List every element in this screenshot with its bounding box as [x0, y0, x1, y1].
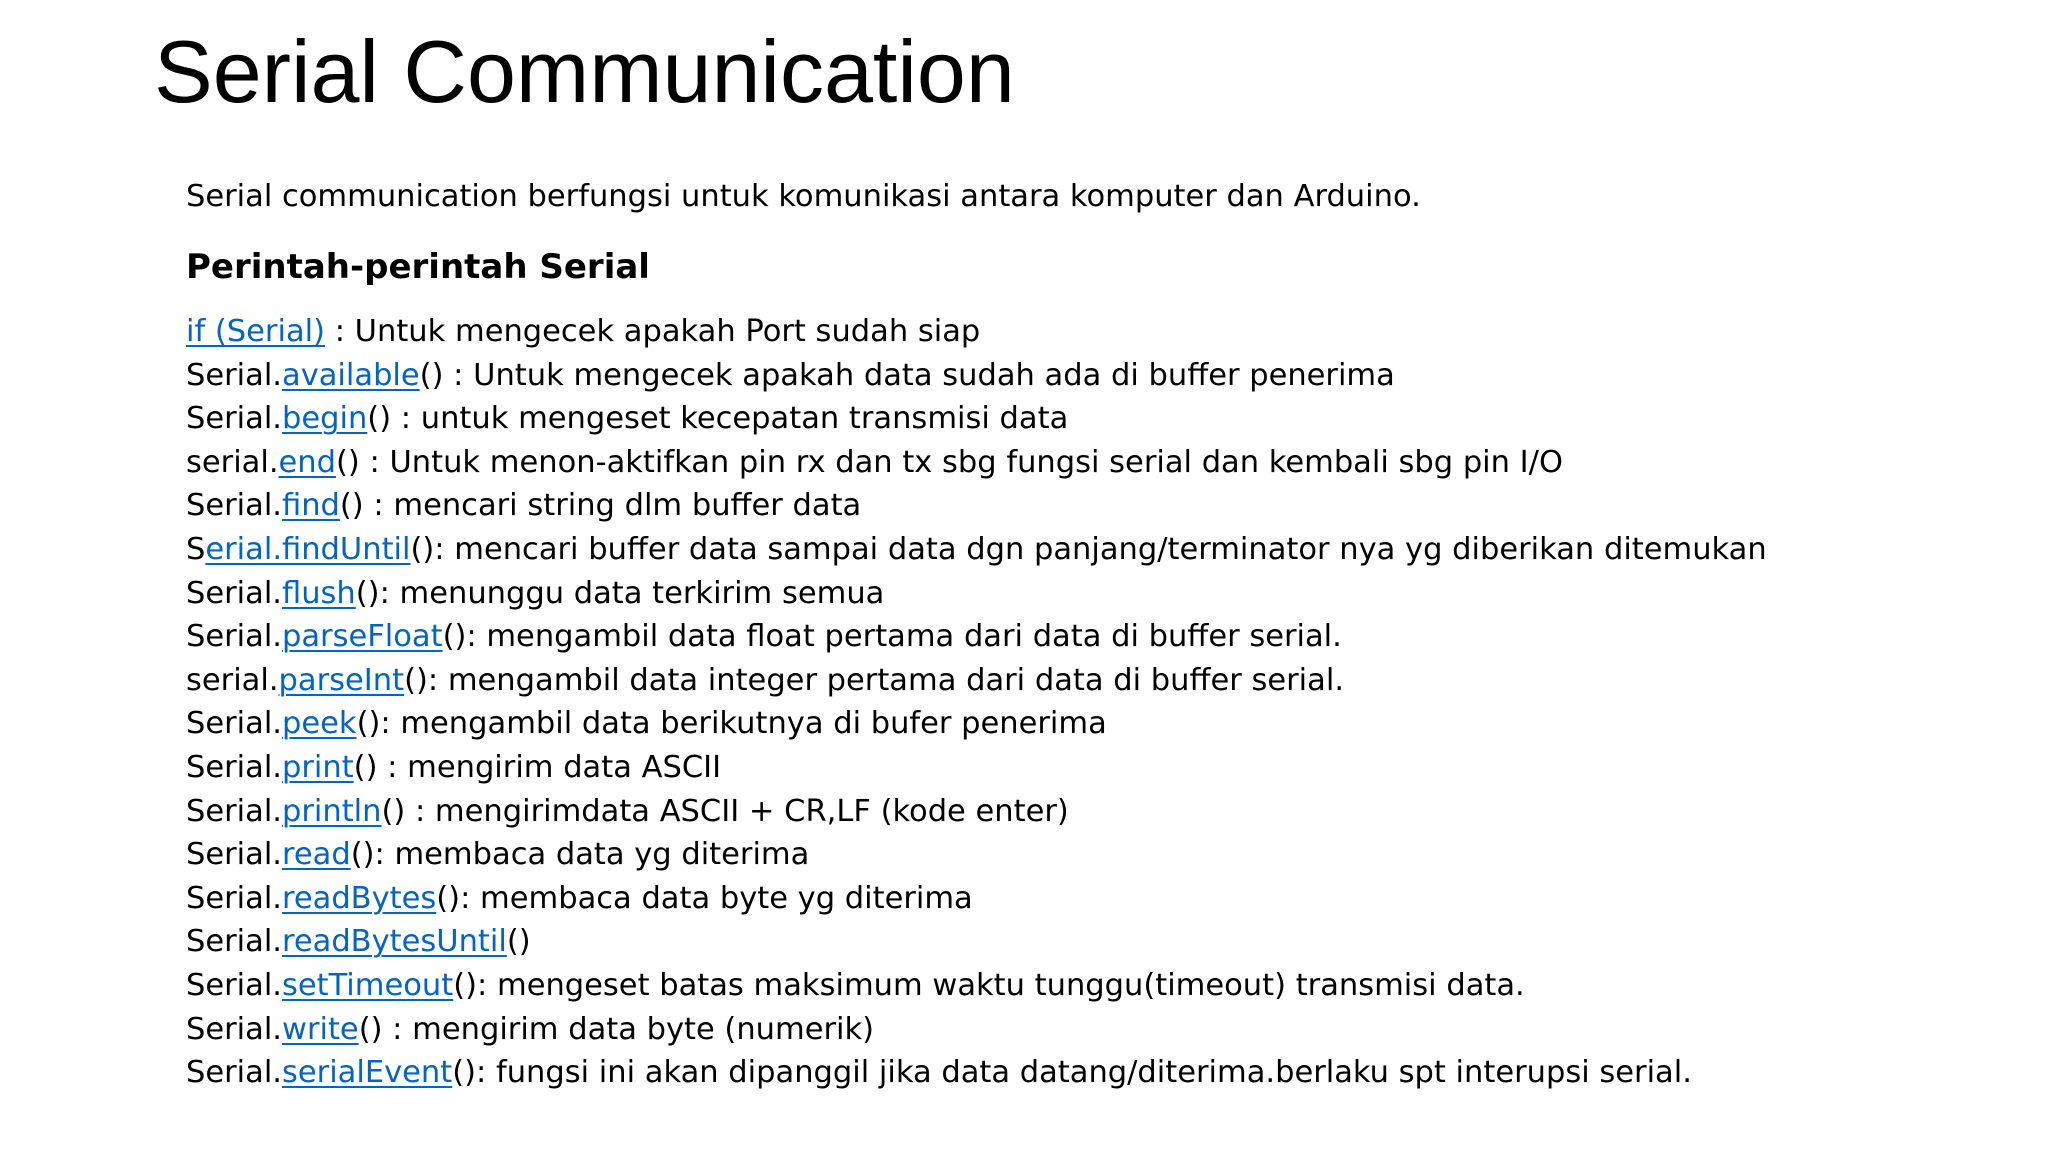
- command-item: [186, 572, 1986, 616]
- command-description: () : Untuk mengecek apakah data sudah ada di buffer penerima: [419, 357, 1395, 393]
- command-link[interactable]: parseFloat: [282, 619, 443, 655]
- command-prefix: serial.: [186, 444, 279, 480]
- command-prefix: Serial.: [186, 1055, 282, 1091]
- command-prefix: Serial.: [186, 619, 282, 655]
- command-link[interactable]: serialEvent: [282, 1055, 453, 1091]
- command-prefix: Serial.: [186, 880, 282, 916]
- command-description: (): mengambil data float pertama dari data di buffer serial.: [442, 619, 1342, 655]
- command-description: (): mengambil data berikutnya di bufer penerima: [356, 706, 1107, 742]
- command-item: [186, 397, 1986, 441]
- command-description: () : untuk mengeset kecepatan transmisi data: [367, 401, 1069, 437]
- command-item: [186, 964, 1986, 1008]
- command-description: (): membaca data byte yg diterima: [436, 880, 973, 916]
- command-item: [186, 920, 1986, 964]
- command-prefix: Serial.: [186, 924, 282, 960]
- command-prefix: Serial.: [186, 706, 282, 742]
- command-item: [186, 659, 1986, 703]
- command-item: [186, 1008, 1986, 1052]
- command-link[interactable]: read: [282, 837, 351, 873]
- command-prefix: Serial.: [186, 1011, 282, 1047]
- command-description: (): mengambil data integer pertama dari data di buffer serial.: [404, 662, 1345, 698]
- command-item: [186, 528, 1986, 572]
- command-link[interactable]: flush: [282, 575, 356, 611]
- command-item: [186, 441, 1986, 485]
- command-link[interactable]: erial.findUntil: [205, 531, 411, 567]
- command-link[interactable]: readBytesUntil: [282, 924, 507, 960]
- command-item: [186, 790, 1986, 834]
- command-description: () : mengirimdata ASCII + CR,LF (kode enter): [381, 793, 1069, 829]
- command-prefix: Serial.: [186, 357, 282, 393]
- command-item: [186, 310, 1986, 354]
- command-description: (): menunggu data terkirim semua: [355, 575, 885, 611]
- command-prefix: Serial.: [186, 837, 282, 873]
- command-prefix: Serial.: [186, 793, 282, 829]
- command-description: : Untuk mengecek apakah Port sudah siap: [325, 314, 981, 349]
- command-description: (): [506, 924, 531, 960]
- command-item: [186, 877, 1986, 921]
- slide-title: Serial Communication: [154, 22, 1015, 121]
- command-link[interactable]: readBytes: [282, 880, 437, 916]
- slide-content: [186, 170, 1986, 1095]
- command-link[interactable]: parseInt: [278, 662, 405, 698]
- command-description: (): membaca data yg diterima: [350, 837, 810, 873]
- command-item: [186, 746, 1986, 790]
- command-link[interactable]: end: [278, 444, 336, 480]
- command-link[interactable]: println: [282, 793, 382, 829]
- command-description: () : mencari string dlm buffer data: [339, 488, 862, 524]
- command-prefix: Serial.: [186, 575, 282, 611]
- command-description: () : Untuk menon-aktifkan pin rx dan tx sbg fungsi serial dan kembali sbg pin I/O: [336, 444, 1563, 480]
- command-link[interactable]: available: [282, 357, 420, 393]
- command-link[interactable]: print: [282, 749, 354, 785]
- command-item: [186, 702, 1986, 746]
- command-link[interactable]: if (Serial): [186, 314, 326, 349]
- command-link[interactable]: setTimeout: [282, 967, 454, 1003]
- command-description: () : mengirim data ASCII: [353, 749, 722, 785]
- command-prefix: Serial.: [186, 749, 282, 785]
- command-prefix: Serial.: [186, 488, 282, 524]
- command-list: [186, 310, 1986, 1095]
- command-description: (): mencari buffer data sampai data dgn panjang/terminator nya yg diberikan ditemukan: [410, 531, 1767, 567]
- command-prefix: serial.: [186, 662, 279, 698]
- command-prefix: Serial.: [186, 967, 282, 1003]
- command-link[interactable]: write: [282, 1011, 359, 1047]
- command-item: [186, 615, 1986, 659]
- command-item: [186, 484, 1986, 528]
- command-description: () : mengirim data byte (numerik): [358, 1011, 875, 1047]
- command-link[interactable]: begin: [282, 401, 368, 437]
- intro-text: Serial communication berfungsi untuk komunikasi antara komputer dan Arduino.: [186, 179, 1421, 214]
- command-description: (): mengeset batas maksimum waktu tunggu(timeout) transmisi data.: [453, 967, 1525, 1003]
- command-item: [186, 833, 1986, 877]
- command-description: (): fungsi ini akan dipanggil jika data datang/diterima.berlaku spt interupsi serial.: [452, 1055, 1692, 1091]
- command-link[interactable]: find: [282, 488, 340, 524]
- command-link[interactable]: peek: [282, 706, 357, 742]
- command-prefix: S: [186, 531, 206, 567]
- command-item: [186, 1051, 1986, 1095]
- command-item: [186, 354, 1986, 398]
- section-heading: Perintah-perintah Serial: [186, 247, 650, 287]
- command-prefix: Serial.: [186, 401, 282, 437]
